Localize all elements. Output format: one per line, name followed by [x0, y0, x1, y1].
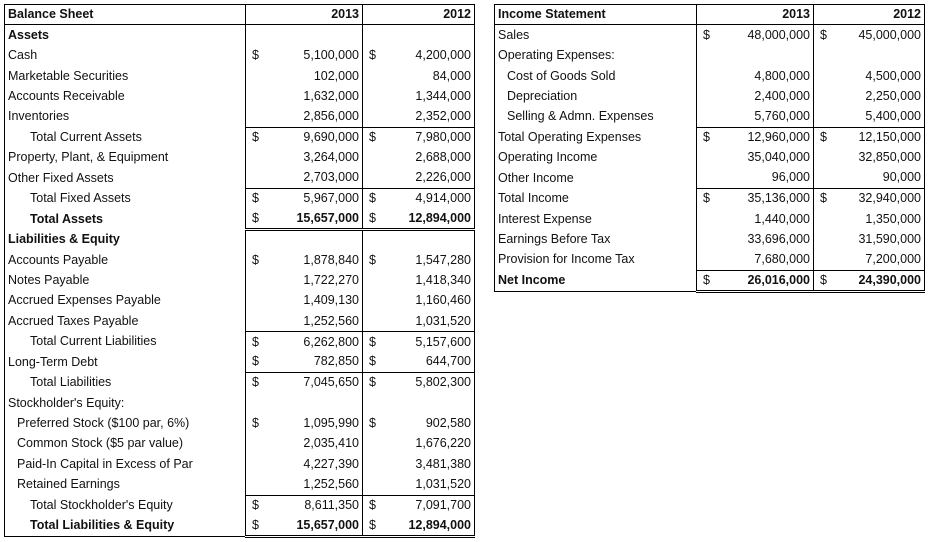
table-row: [5, 270, 475, 290]
table-header: [5, 5, 475, 25]
value-2013: 2,703,000: [303, 170, 359, 185]
table-row: [5, 495, 475, 515]
balance-sheet-title: Balance Sheet: [5, 5, 246, 25]
currency-2013: $: [697, 127, 719, 147]
currency-2013: [246, 311, 268, 331]
table-row: [5, 372, 475, 392]
row-label: Interest Expense: [498, 211, 592, 226]
value-2012: 45,000,000: [858, 27, 921, 42]
row-label: Long-Term Debt: [8, 354, 98, 369]
value-2013: 1,632,000: [303, 88, 359, 103]
value-2013: 7,680,000: [719, 250, 814, 270]
row-label: Total Current Liabilities: [30, 334, 157, 349]
currency-2012: $: [363, 188, 385, 208]
currency-2012: [814, 250, 836, 270]
value-2013: 102,000: [313, 68, 359, 83]
currency-2012: $: [363, 332, 385, 352]
value-2013: 1,722,270: [303, 272, 359, 287]
currency-2013: $: [246, 209, 268, 230]
row-label: Operating Income: [498, 150, 598, 165]
year-header-2013: 2013: [268, 5, 363, 25]
value-2012: 24,390,000: [836, 270, 925, 291]
table-row: [5, 209, 475, 230]
currency-2013: $: [246, 332, 268, 352]
value-2013: 1,878,840: [303, 252, 359, 267]
value-2013: 1,252,560: [303, 313, 359, 328]
value-2013: 7,045,650: [303, 375, 359, 390]
year-header-2012: 2012: [836, 5, 925, 25]
value-2012: 32,850,000: [858, 150, 921, 165]
currency-2012: [363, 270, 385, 290]
currency-2012: [814, 66, 836, 86]
table-row: [495, 66, 925, 86]
currency-2013: $: [246, 352, 268, 372]
value-2012: 1,160,460: [415, 293, 471, 308]
table-row: [5, 45, 475, 65]
currency-2012: $: [814, 188, 836, 208]
value-2012: 644,700: [385, 352, 475, 372]
currency-2013: $: [697, 188, 719, 208]
currency-2013: [246, 434, 268, 454]
value-2012: 5,400,000: [865, 109, 921, 124]
value-2012: 31,590,000: [858, 232, 921, 247]
value-2012: 4,200,000: [415, 48, 471, 63]
currency-2012: [363, 393, 385, 413]
table-row: [495, 168, 925, 188]
currency-2012: [363, 66, 385, 86]
row-label: Marketable Securities: [8, 68, 129, 83]
currency-2013: $: [697, 270, 719, 291]
currency-2012: [363, 475, 385, 495]
value-2013: 4,227,390: [303, 456, 359, 471]
table-row: [5, 188, 475, 208]
value-2012: 5,802,300: [415, 375, 471, 390]
row-label: Depreciation: [507, 88, 578, 103]
currency-2012: $: [363, 372, 385, 392]
value-2013: 8,611,350: [268, 495, 363, 515]
value-2013: 9,690,000: [268, 127, 363, 147]
currency-2012: $: [363, 495, 385, 515]
value-2012: 2,250,000: [865, 88, 921, 103]
value-2012: 12,150,000: [836, 127, 925, 147]
table-row: [5, 413, 475, 433]
value-2013: 5,100,000: [303, 48, 359, 63]
currency-2012: [814, 86, 836, 106]
table-row: [495, 250, 925, 270]
table-row: [5, 250, 475, 270]
value-2012: 32,940,000: [836, 188, 925, 208]
value-2013: 2,856,000: [303, 109, 359, 124]
currency-2013: $: [246, 250, 268, 270]
currency-2013: [697, 168, 719, 188]
income-statement-table: [494, 4, 925, 293]
currency-2012: [363, 168, 385, 188]
value-2013: 96,000: [771, 170, 810, 185]
value-2013: [268, 393, 363, 413]
value-2012: [385, 393, 475, 413]
row-label: Total Fixed Assets: [30, 191, 131, 206]
row-label: Paid-In Capital in Excess of Par: [17, 456, 193, 471]
value-2012: 2,226,000: [415, 170, 471, 185]
value-2012: 7,091,700: [385, 495, 475, 515]
currency-2012: [363, 454, 385, 474]
value-2013: 26,016,000: [719, 270, 814, 291]
currency-2013: [246, 229, 268, 249]
row-label: Operating Expenses:: [498, 48, 615, 63]
value-2013: 4,800,000: [754, 68, 810, 83]
currency-2012: [814, 168, 836, 188]
value-2012: 2,352,000: [415, 109, 471, 124]
row-label: Net Income: [498, 272, 566, 287]
currency-2012: [814, 148, 836, 168]
table-row: [5, 148, 475, 168]
currency-2013: [246, 148, 268, 168]
value-2013: 1,252,560: [303, 477, 359, 492]
currency-2013: [697, 45, 719, 65]
currency-2013: [246, 393, 268, 413]
currency-2012: [363, 229, 385, 249]
row-label: Common Stock ($5 par value): [17, 436, 184, 451]
currency-2013: [246, 454, 268, 474]
row-label: Total Current Assets: [30, 129, 142, 144]
value-2013: [268, 229, 363, 249]
value-2013: [719, 45, 814, 65]
value-2013: 2,035,410: [303, 436, 359, 451]
currency-2013: $: [246, 45, 268, 65]
value-2012: 1,418,340: [415, 272, 471, 287]
value-2012: 1,547,280: [415, 252, 471, 267]
row-label: Notes Payable: [8, 272, 90, 287]
table-row: [5, 127, 475, 147]
currency-2012: [363, 148, 385, 168]
value-2012: [385, 229, 475, 249]
table-row: [5, 352, 475, 372]
currency-2013: [697, 250, 719, 270]
table-row: [5, 311, 475, 331]
table-row: [495, 148, 925, 168]
value-2012: [836, 45, 925, 65]
table-row: [5, 291, 475, 311]
value-2012: 4,914,000: [385, 188, 475, 208]
table-row: [5, 229, 475, 249]
value-2012: 1,031,520: [415, 313, 471, 328]
value-2013: 782,850: [268, 352, 363, 372]
table-row: [5, 107, 475, 127]
table-row: [495, 188, 925, 208]
row-label: Other Fixed Assets: [8, 170, 114, 185]
currency-2012: [363, 107, 385, 127]
value-2013: 2,400,000: [754, 88, 810, 103]
table-row: [5, 434, 475, 454]
row-label: Accrued Expenses Payable: [8, 293, 161, 308]
table-row: [495, 270, 925, 291]
currency-2013: [246, 66, 268, 86]
table-header: [495, 5, 925, 25]
year-header-2013: 2013: [719, 5, 814, 25]
currency-2013: [246, 86, 268, 106]
currency-2013: [246, 168, 268, 188]
table-row: [495, 25, 925, 45]
value-2012: 902,580: [425, 416, 471, 431]
currency-2013: $: [246, 516, 268, 537]
value-2012: 3,481,380: [415, 456, 471, 471]
currency-2012: $: [363, 250, 385, 270]
currency-2013: [697, 229, 719, 249]
value-2013: 1,095,990: [303, 416, 359, 431]
table-row: [495, 229, 925, 249]
currency-2013: [697, 209, 719, 229]
table-row: [5, 25, 475, 45]
table-row: [5, 393, 475, 413]
row-label: Preferred Stock ($100 par, 6%): [17, 416, 190, 431]
currency-2012: $: [363, 127, 385, 147]
row-label: Stockholder's Equity:: [8, 395, 125, 410]
currency-2012: $: [363, 45, 385, 65]
row-label: Total Liabilities: [30, 375, 112, 390]
value-2013: 1,409,130: [303, 293, 359, 308]
currency-2013: $: [246, 413, 268, 433]
currency-2012: $: [363, 352, 385, 372]
value-2013: 33,696,000: [747, 232, 810, 247]
row-label: Earnings Before Tax: [498, 232, 611, 247]
currency-2012: [814, 107, 836, 127]
row-label: Provision for Income Tax: [498, 252, 635, 267]
row-label: Total Liabilities & Equity: [30, 518, 175, 532]
table-row: [5, 475, 475, 495]
table-row: [495, 86, 925, 106]
row-label: Cash: [8, 48, 38, 63]
currency-2012: $: [363, 413, 385, 433]
currency-2013: [697, 148, 719, 168]
value-2013: 15,657,000: [268, 209, 363, 230]
value-2012: 12,894,000: [385, 516, 475, 537]
table-row: [5, 332, 475, 352]
value-2012: 1,031,520: [415, 477, 471, 492]
table-row: [5, 516, 475, 537]
balance-sheet-table: [4, 4, 475, 538]
income-statement-title: Income Statement: [495, 5, 697, 25]
currency-2013: $: [246, 188, 268, 208]
currency-2013: [246, 475, 268, 495]
value-2012: 7,980,000: [385, 127, 475, 147]
value-2012: 2,688,000: [415, 150, 471, 165]
value-2012: 1,344,000: [415, 88, 471, 103]
table-row: [495, 127, 925, 147]
currency-2013: [246, 291, 268, 311]
table-row: [495, 45, 925, 65]
currency-2013: $: [246, 495, 268, 515]
currency-2012: [363, 291, 385, 311]
value-2013: [268, 25, 363, 45]
row-label: Assets: [8, 27, 49, 42]
row-label: Accounts Payable: [8, 252, 109, 267]
currency-2013: [697, 107, 719, 127]
table-row: [5, 168, 475, 188]
year-header-2012: 2012: [385, 5, 475, 25]
currency-2012: [363, 311, 385, 331]
row-label: Sales: [498, 27, 530, 42]
currency-2012: [363, 86, 385, 106]
currency-2013: [246, 270, 268, 290]
currency-2013: $: [697, 25, 719, 45]
currency-2012: $: [363, 516, 385, 537]
currency-2012: $: [814, 25, 836, 45]
currency-2013: $: [246, 127, 268, 147]
row-label: Total Operating Expenses: [498, 129, 642, 144]
value-2012: [385, 25, 475, 45]
row-label: Accounts Receivable: [8, 88, 125, 103]
currency-2012: [814, 209, 836, 229]
table-row: [495, 209, 925, 229]
value-2012: 7,200,000: [836, 250, 925, 270]
currency-2013: [697, 86, 719, 106]
row-label: Accrued Taxes Payable: [8, 313, 139, 328]
row-label: Liabilities & Equity: [8, 232, 120, 247]
value-2013: 3,264,000: [303, 150, 359, 165]
row-label: Selling & Admn. Expenses: [507, 109, 654, 124]
row-label: Inventories: [8, 109, 70, 124]
row-label: Property, Plant, & Equipment: [8, 150, 169, 165]
value-2013: 6,262,800: [268, 332, 363, 352]
currency-2012: [363, 25, 385, 45]
currency-2012: [814, 45, 836, 65]
value-2012: 84,000: [432, 68, 471, 83]
currency-2013: [246, 107, 268, 127]
value-2013: 35,136,000: [719, 188, 814, 208]
value-2013: 5,967,000: [268, 188, 363, 208]
value-2012: 5,157,600: [385, 332, 475, 352]
table-row: [5, 66, 475, 86]
currency-2012: $: [814, 127, 836, 147]
value-2013: 15,657,000: [268, 516, 363, 537]
row-label: Other Income: [498, 170, 574, 185]
value-2013: 48,000,000: [747, 27, 810, 42]
value-2013: 1,440,000: [754, 211, 810, 226]
value-2012: 12,894,000: [385, 209, 475, 230]
table-row: [5, 454, 475, 474]
value-2012: 4,500,000: [865, 68, 921, 83]
row-label: Total Income: [498, 191, 569, 206]
value-2012: 90,000: [882, 170, 921, 185]
value-2013: 35,040,000: [747, 150, 810, 165]
currency-2012: $: [363, 209, 385, 230]
currency-2012: $: [814, 270, 836, 291]
value-2013: 12,960,000: [719, 127, 814, 147]
table-row: [495, 107, 925, 127]
value-2012: 1,676,220: [415, 436, 471, 451]
value-2013: 5,760,000: [754, 109, 810, 124]
currency-2013: $: [246, 372, 268, 392]
row-label: Total Assets: [30, 211, 103, 226]
table-row: [5, 86, 475, 106]
row-label: Total Stockholder's Equity: [30, 497, 173, 512]
currency-2013: [246, 25, 268, 45]
currency-2012: [363, 434, 385, 454]
row-label: Retained Earnings: [17, 477, 120, 492]
value-2012: 1,350,000: [865, 211, 921, 226]
currency-2013: [697, 66, 719, 86]
row-label: Cost of Goods Sold: [507, 68, 616, 83]
currency-2012: [814, 229, 836, 249]
